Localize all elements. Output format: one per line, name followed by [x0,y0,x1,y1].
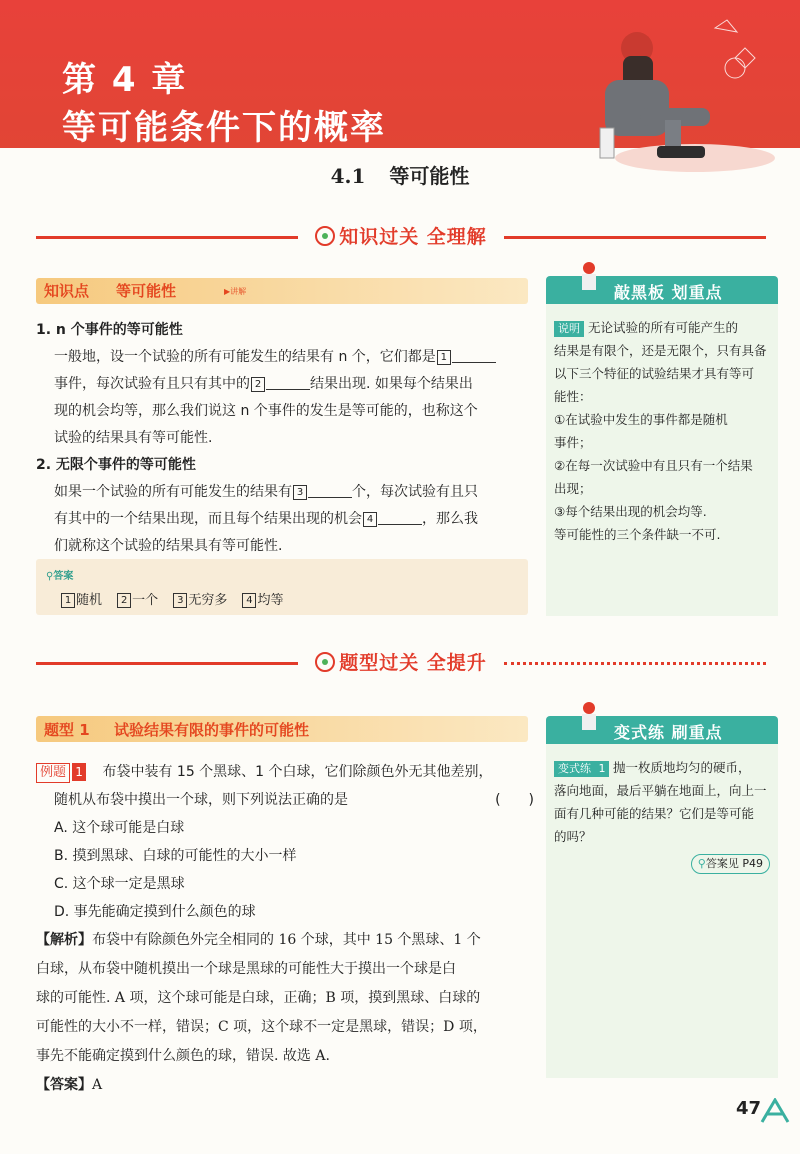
analysis: 【解析】布袋中有除颜色外完全相同的 16 个球，其中 15 个黑球、1 个 白球，从布袋中随机摸出一个球是黑球的可能性大于摸出一个球是白 球的可能性. A 项，这个球可能是白球，正确；B 项，摸到黑球、白球的 可能性的大小不一样，错误；C 项，这个球不一定是黑球，错误；D 项， 事先不能确定摸到什么颜色的球，错误. 故选 A. 【答案】A [36,926,536,1100]
answer-paren: ( ) [495,792,534,808]
answer-items [60,589,293,608]
answer-ref-link[interactable]: ⚲答案见 P49 [691,854,770,874]
divider-line-left [36,236,298,239]
question-type-title: 试验结果有限的事件的可能性 [114,721,310,739]
question-type-label: 题型 1 [44,721,90,739]
example-block [36,758,536,1100]
example-answer: 【答案】A [36,1077,103,1093]
option-d: D. 事先能确定摸到什么颜色的球 [54,904,256,920]
knowledge-line: 们就称这个试验的结果具有等可能性. [54,538,283,554]
knowledge-line: 试验的结果具有等可能性. [54,430,213,446]
knowledge-heading-1: 1. n 个事件的等可能性 [36,322,183,338]
variant-question: 变式练 1 抛一枚质地均匀的硬币， 落向地面，最后平躺在地面上，向上一 面有几种可能的结果？它们是等可能 的吗？ [554,760,767,844]
blank-number: 1 [437,350,451,365]
knowledge-icon [315,226,335,246]
blank-line [266,375,310,390]
answer-label: ⚲答案 [46,571,74,582]
blank-line [308,483,352,498]
divider-label: 知识过关 全理解 [298,222,504,249]
knowledge-point-bar [36,278,528,304]
side-header-key-points: 敲黑板 划重点 [546,276,778,304]
key-icon: ⚲ [697,857,706,870]
variant-tag: 变式练 [554,761,595,777]
side-box-key-points [546,304,778,616]
blank-number: 3 [293,485,307,500]
divider-label: 题型过关 全提升 [298,648,504,675]
person-icon [576,260,602,300]
example-number: 1 [72,763,86,781]
example-question-line: 例题 1 布袋中装有 15 个黑球、1 个白球，它们除颜色外无其他差别， [36,758,536,786]
option-c: C. 这个球一定是黑球 [54,876,185,892]
chapter-number: 第 4 章 [62,60,188,100]
page-number: 47 [736,1098,762,1119]
person-icon [576,700,602,740]
knowledge-line: 事件，每次试验有且只有其中的 2 结果出现. 如果每个结果出 [54,376,473,392]
blank-line [452,348,496,363]
answer-box [36,559,528,615]
side-box-variant [546,744,778,1078]
section-number: 4.1 [330,164,366,188]
blank-number: 2 [251,377,265,392]
section-name: 等可能性 [389,164,470,188]
question-icon [315,652,335,672]
knowledge-line: 一般地，设一个试验的所有可能发生的结果有 n 个，它们都是 1 [54,344,536,371]
knowledge-line: 现的机会均等，那么我们说这 n 个事件的发生是等可能的，也称这个 [54,403,478,419]
knowledge-line: 有其中的一个结果出现，而且每个结果出现的机会 4 ，那么我 [54,511,478,527]
note-tag: 说明 [554,321,584,337]
knowledge-title: 等可能性 [116,282,177,300]
option-a: A. 这个球可能是白球 [54,820,185,836]
knowledge-label: 知识点 [44,282,90,300]
answer-item: 1 随机 [60,593,102,608]
lecture-tag[interactable]: ▶讲解 [224,287,247,296]
option-b: B. 摸到黑球、白球的可能性的大小一样 [54,848,297,864]
answer-item: 3 无穷多 [172,593,227,608]
example-tag: 例题 [36,763,70,783]
divider-line-right [504,236,766,239]
side-note: 说明 无论试验的所有可能产生的 结果是有限个，还是无限个，只有具备 以下三个特征的试验结果才具有等可 能性： ①在试验中发生的事件都是随机 事件； ②在每一次试验中有且只有一个结果 出现； ③每个结果出现的机会均等. 等可能性的三个条件缺一不可. [554,320,767,542]
knowledge-line: 如果一个试验的所有可能发生的结果有 3 个，每次试验有且只 [54,484,478,500]
knowledge-heading-2: 2. 无限个事件的等可能性 [36,457,196,473]
divider-question-types [36,648,766,678]
illustration-man-icon [545,8,775,178]
page-logo-icon [760,1098,790,1124]
divider-line-left [36,662,298,665]
side-header-variant: 变式练 刷重点 [546,716,778,744]
knowledge-content [36,317,536,560]
question-type-bar [36,716,528,742]
answer-item: 4 均等 [241,593,283,608]
key-icon: ⚲ [46,571,54,582]
blank-line [378,510,422,525]
chapter-title: 等可能条件下的概率 [62,108,386,148]
answer-item: 2 一个 [116,593,158,608]
example-question-line: 随机从布袋中摸出一个球，则下列说法正确的是 ( ) [36,786,536,814]
section-title [0,160,800,189]
divider-line-right [504,662,766,665]
blank-number: 4 [363,512,377,527]
divider-knowledge [36,222,766,252]
